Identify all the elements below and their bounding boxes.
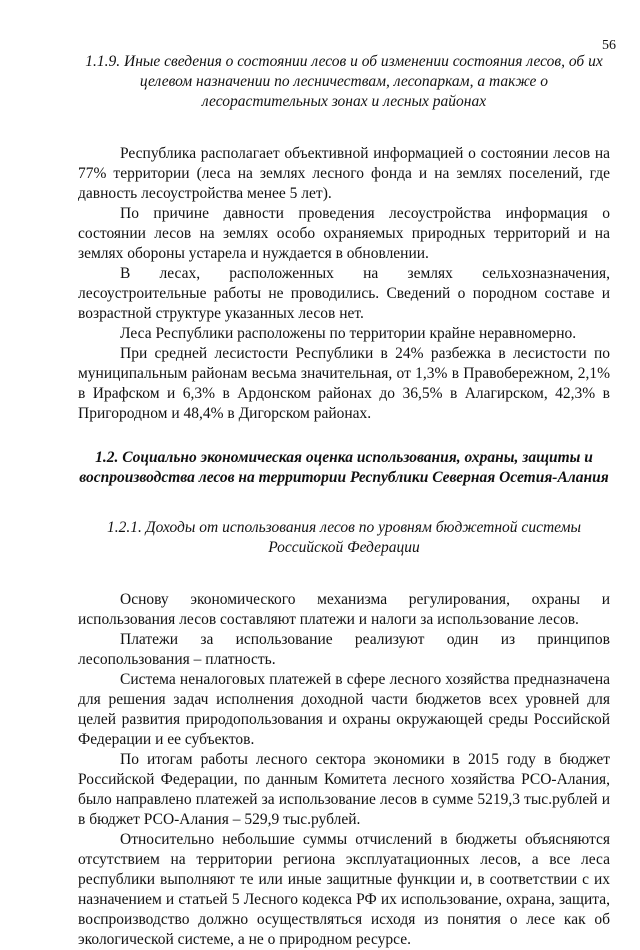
paragraph: Основу экономического механизма регулирования, охраны и использования лесов составляют платежи и налоги за использование лесов. (78, 591, 610, 628)
paragraph: Относительно небольшие суммы отчислений в бюджеты объясняются отсутствием на территории региона эксплуатационных лесов, а все леса республики выполняют те или иные защитные функции и, в соответствии с их назначением и статьей 5 Лесного кодекса РФ их использование, охрана, защита, воспроизводство должно осуществляться исходя из понятия о лесе как об экологической системе, а не о природном ресурсе. (78, 831, 610, 948)
paragraph: По причине давности проведения лесоустройства информация о состоянии лесов на землях особо охраняемых природных территорий и на землях обороны устарела и нуждается в обновлении. (78, 205, 610, 262)
page-number: 56 (602, 38, 616, 53)
section-heading-1-2: 1.2. Социально экономическая оценка использования, охраны, защиты и воспроизводства лесов на территории Республики Северная Осетия-Алания (79, 449, 609, 486)
paragraph: Леса Республики расположены по территории крайне неравномерно. (120, 325, 577, 342)
paragraph: По итогам работы лесного сектора экономики в 2015 году в бюджет Российской Федерации, по данным Комитета лесного хозяйства РСО-Алания, было направлено платежей за использование лесов в сумме 5219,3 тыс.рублей и в бюджет РСО-Алания – 529,9 тыс.рублей. (78, 751, 610, 828)
paragraph: Республика располагает объективной информацией о состоянии лесов на 77% территории (леса на землях лесного фонда и на землях поселений, где давность лесоустройства менее 5 лет). (78, 145, 610, 202)
document-body (78, 52, 610, 950)
paragraph: При средней лесистости Республики в 24% разбежка в лесистости по муниципальным районам весьма значительная, от 1,3% в Правобережном, 2,1% в Ирафском и 6,3% в Ардонском районах до 36,5% в Алагирском, 42,3% в Пригородном и 48,4% в Дигорском районах. (78, 345, 610, 422)
paragraph: Система неналоговых платежей в сфере лесного хозяйства предназначена для решения задач исполнения доходной части бюджетов всех уровней для целей развития природопользования и охраны окружающей среды Российской Федерации и ее субъектов. (78, 671, 610, 748)
section-heading-1-2-1: 1.2.1. Доходы от использования лесов по уровням бюджетной системы Российской Федерации (106, 519, 582, 556)
section-heading-1-1-9: 1.1.9. Иные сведения о состоянии лесов и об изменении состояния лесов, об их целевом назначении по лесничествам, лесопаркам, а также о лесорастительных зонах и лесных районах (85, 53, 603, 110)
paragraph: В лесах, расположенных на землях сельхозназначения, лесоустроительные работы не проводились. Сведений о породном составе и возрастной структуре указанных лесов нет. (78, 265, 610, 322)
paragraph: Платежи за использование реализуют один из принципов лесопользования – платность. (78, 631, 610, 668)
